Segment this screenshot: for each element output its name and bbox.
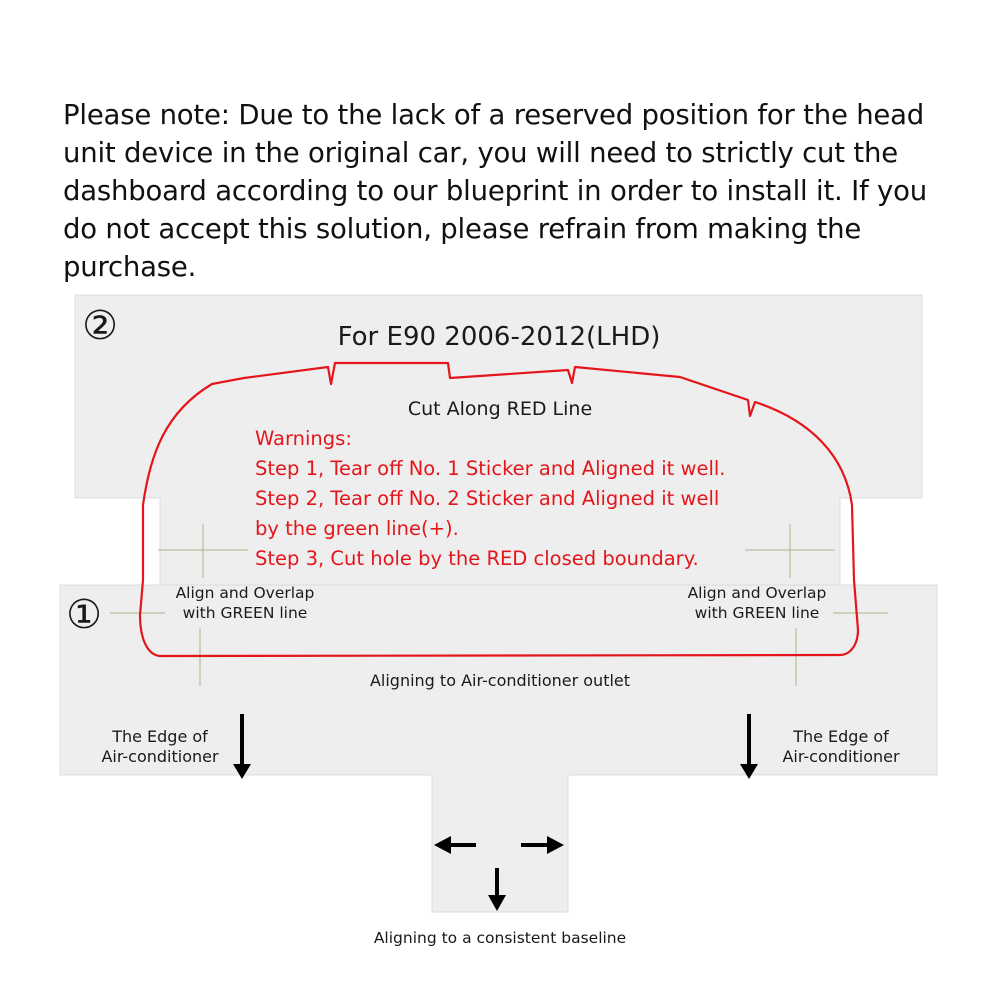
warning-step-2: Step 2, Tear off No. 2 Sticker and Aligned it well (255, 487, 720, 510)
warning-step-2-cont: by the green line(+). (255, 517, 459, 540)
sticker-1-number: ① (66, 592, 102, 638)
warning-step-1: Step 1, Tear off No. 1 Sticker and Aligned it well. (255, 457, 726, 480)
align-right-line-1: Align and Overlap (687, 584, 827, 602)
warnings-heading: Warnings: (255, 427, 352, 450)
cut-along-label: Cut Along RED Line (407, 398, 593, 420)
sticker-2-number: ② (82, 303, 118, 349)
edge-left-line-2: Air-conditioner (101, 747, 219, 766)
warning-step-3: Step 3, Cut hole by the RED closed boundary. (255, 547, 699, 570)
align-left-line-1: Align and Overlap (175, 584, 315, 602)
model-title: For E90 2006-2012(LHD) (337, 322, 661, 352)
purchase-note: Please note: Due to the lack of a reserved position for the head unit device in the original car, you will need to strictly cut the dashboard according to our blueprint in order to install it. If you do not accept this solution, please refrain from making the purchase. (63, 99, 927, 283)
align-right-line-2: with GREEN line (694, 604, 820, 622)
outlet-label: Aligning to Air-conditioner outlet (369, 671, 631, 690)
edge-left-line-1: The Edge of (112, 727, 208, 746)
edge-right-line-1: The Edge of (793, 727, 889, 746)
align-left-line-2: with GREEN line (182, 604, 308, 622)
baseline-label: Aligning to a consistent baseline (373, 929, 627, 947)
edge-right-line-2: Air-conditioner (782, 747, 900, 766)
